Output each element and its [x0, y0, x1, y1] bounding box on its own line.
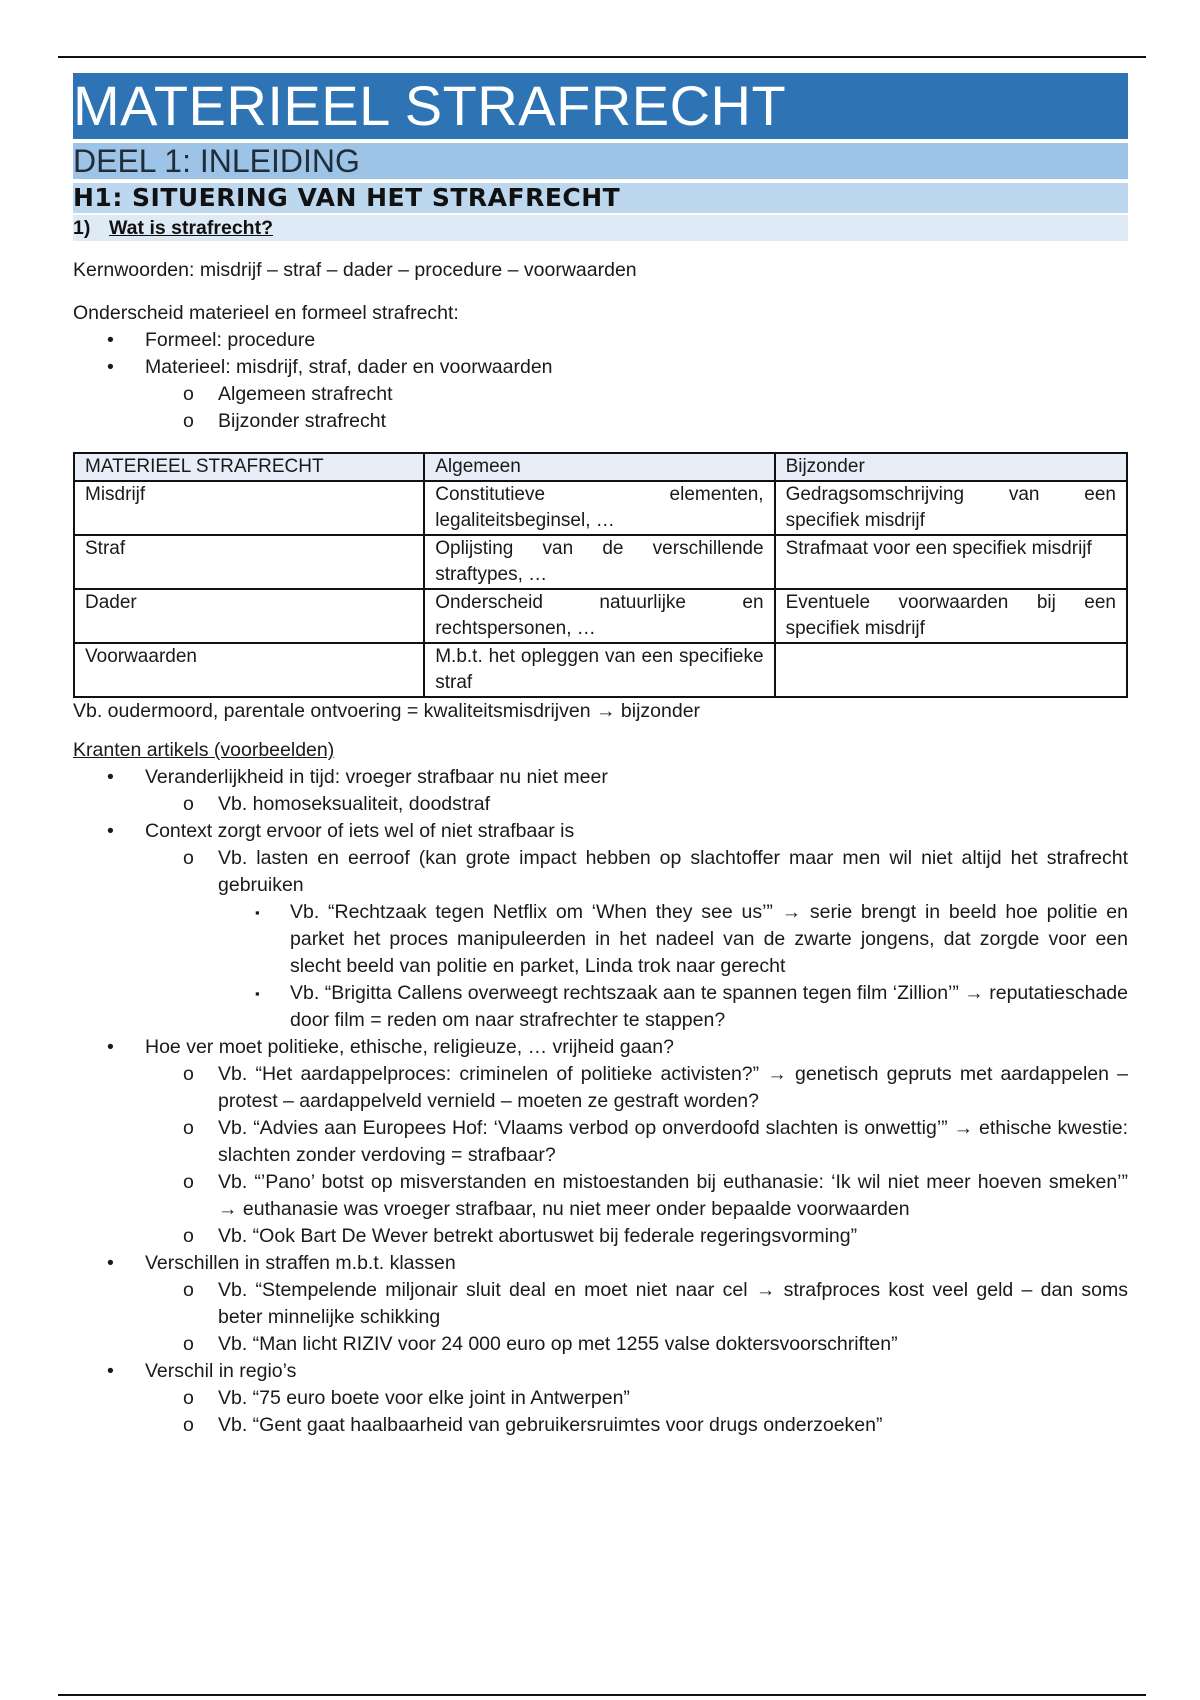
table-row [74, 535, 1127, 589]
list-item: o Vb. “Stempelende miljonair sluit deal en moet niet naar cel → strafproces kost veel geld – dan soms beter minnelijke schikking [183, 1279, 1128, 1328]
bottom-rule [58, 1694, 1146, 1696]
circle-marker: o [183, 1063, 194, 1085]
chapter-heading: H1: SITUERING VAN HET STRAFRECHT [73, 183, 1128, 213]
strafrecht-table [73, 452, 1128, 698]
list-item: • Context zorgt ervoor of iets wel of niet strafbaar is [73, 818, 1128, 845]
articles-list [73, 764, 1128, 1439]
top-rule [58, 56, 1146, 58]
table-cell: Dader [74, 589, 424, 643]
list-item: o Vb. “’Pano’ botst op misverstanden en mistoestanden bij euthanasie: ‘Ik wil niet meer hoeven smeken’” → euthanasie was vroeger strafbaar, nu niet meer onder bepaalde voorwaarden [183, 1171, 1128, 1220]
circle-marker: o [183, 1117, 194, 1139]
circle-marker: o [183, 1279, 194, 1301]
list-item: • Verschil in regio’s [73, 1358, 1128, 1385]
table-cell: Onderscheid natuurlijke en rechtspersonen, … [424, 589, 774, 643]
table-row [74, 589, 1127, 643]
table-cell: Voorwaarden [74, 643, 424, 697]
table-header-cell: Bijzonder [775, 453, 1127, 481]
list-item: • Hoe ver moet politieke, ethische, religieuze, … vrijheid gaan? [73, 1034, 1128, 1061]
list-item: o Vb. “Ook Bart De Wever betrekt abortuswet bij federale regeringsvorming” [73, 1223, 1128, 1250]
list-item: o Vb. “Man licht RIZIV voor 24 000 euro op met 1255 valse doktersvoorschriften” [73, 1331, 1128, 1358]
square-marker: ▪ [255, 986, 260, 1001]
distinction-list [73, 327, 1128, 435]
table-cell: Eventuele voorwaarden bij een specifiek misdrijf [775, 589, 1127, 643]
list-item: o Vb. “Het aardappelproces: criminelen of politieke activisten?” → genetisch gepruts met aardappelen – protest – aardappelveld vernield – moeten ze gestraft worden? [183, 1063, 1128, 1112]
table-cell: Straf [74, 535, 424, 589]
bullet-marker: • [107, 1360, 114, 1382]
square-marker: ▪ [255, 905, 260, 920]
articles-heading: Kranten artikels (voorbeelden) [73, 739, 335, 761]
list-item: ▪ Vb. “Rechtzaak tegen Netflix om ‘When they see us’” → serie brengt in beeld hoe politie en parket het proces manipuleerden in het nadeel van de zwarte jongens, dat zorgde voor een slecht beeld van politie en parket, Linda trok naar gerecht [255, 901, 1128, 977]
document-title: MATERIEEL STRAFRECHT [73, 73, 1128, 139]
list-item: o Vb. “Advies aan Europees Hof: ‘Vlaams verbod op onverdoofd slachten is onwettig’” → ethische kwestie: slachten zonder verdoving = strafbaar? [183, 1117, 1128, 1166]
table-cell: Misdrijf [74, 481, 424, 535]
circle-marker: o [183, 410, 194, 432]
bullet-marker: • [107, 329, 114, 351]
bullet-marker: • [107, 766, 114, 788]
list-item: o Algemeen strafrecht [73, 381, 1128, 408]
table-cell: Gedragsomschrijving van een specifiek misdrijf [775, 481, 1127, 535]
list-item: • Verschillen in straffen m.b.t. klassen [73, 1250, 1128, 1277]
part-heading: DEEL 1: INLEIDING [73, 143, 1128, 179]
list-item: ▪ Vb. “Brigitta Callens overweegt rechtszaak aan te spannen tegen film ‘Zillion’” → reputatieschade door film = reden om naar strafrechter te stappen? [255, 982, 1128, 1031]
table-header-cell: MATERIEEL STRAFRECHT [74, 453, 424, 481]
list-item: • Materieel: misdrijf, straf, dader en voorwaarden [73, 354, 1128, 381]
list-item: o Vb. lasten en eerroof (kan grote impact hebben op slachtoffer maar men wil niet altijd het strafrecht gebruiken [183, 847, 1128, 896]
table-cell [775, 643, 1127, 697]
list-item: o Vb. homoseksualiteit, doodstraf [73, 791, 1128, 818]
bullet-marker: • [107, 1252, 114, 1274]
list-item: o Vb. “75 euro boete voor elke joint in Antwerpen” [73, 1385, 1128, 1412]
table-note: Vb. oudermoord, parentale ontvoering = kwaliteitsmisdrijven → bijzonder [73, 700, 701, 722]
circle-marker: o [183, 383, 194, 405]
circle-marker: o [183, 847, 194, 869]
bullet-marker: • [107, 820, 114, 842]
bullet-marker: • [107, 1036, 114, 1058]
circle-marker: o [183, 1333, 194, 1355]
table-cell: Oplijsting van de verschillende straftypes, … [424, 535, 774, 589]
circle-marker: o [183, 1225, 194, 1247]
document-body [73, 73, 1128, 1439]
distinction-intro: Onderscheid materieel en formeel strafrecht: [73, 302, 459, 324]
table-header-row [74, 453, 1127, 481]
list-item: o Vb. “Gent gaat haalbaarheid van gebruikersruimtes voor drugs onderzoeken” [73, 1412, 1128, 1439]
circle-marker: o [183, 793, 194, 815]
table-row [74, 643, 1127, 697]
list-item: o Bijzonder strafrecht [73, 408, 1128, 435]
list-item: • Formeel: procedure [73, 327, 1128, 354]
section-heading [73, 215, 1128, 241]
table-cell: M.b.t. het opleggen van een specifieke straf [424, 643, 774, 697]
list-item: • Veranderlijkheid in tijd: vroeger strafbaar nu niet meer [73, 764, 1128, 791]
bullet-marker: • [107, 356, 114, 378]
section-title: Wat is strafrecht? [109, 217, 273, 239]
keywords-line: Kernwoorden: misdrijf – straf – dader – procedure – voorwaarden [73, 259, 637, 281]
table-row [74, 481, 1127, 535]
circle-marker: o [183, 1387, 194, 1409]
circle-marker: o [183, 1171, 194, 1193]
table-cell: Strafmaat voor een specifiek misdrijf [775, 535, 1127, 589]
table-cell: Constitutieve elementen, legaliteitsbeginsel, … [424, 481, 774, 535]
section-number: 1) [73, 217, 91, 239]
table-header-cell: Algemeen [424, 453, 774, 481]
circle-marker: o [183, 1414, 194, 1436]
